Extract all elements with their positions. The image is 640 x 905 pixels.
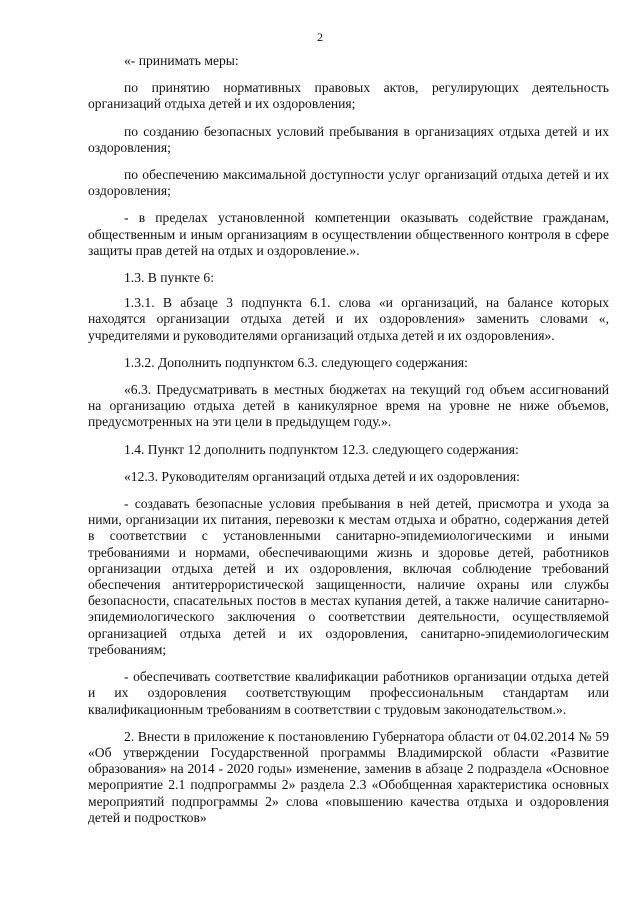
paragraph-safe-conditions: по созданию безопасных условий пребывания в организациях отдыха детей и их оздоровления; (88, 123, 609, 155)
paragraph-clause-2: 2. Внести в приложение к постановлению Губернатора области от 04.02.2014 № 59 «Об утверждении Государственной программы Владимирской области «Развитие образования» на 2014 - 2020 годы» изменение, заменив в абзаце 2 подраздела «Основное мероприятие 2.1 подпрограммы 2» раздела 2.3 «Обобщенная характеристика основных мероприятий подпрограммы 2» слова «повышению качества отдыха и оздоровления детей и подростков» (88, 728, 609, 825)
paragraph-max-availability: по обеспечению максимальной доступности услуг организаций отдыха детей и их оздоровления; (88, 167, 609, 199)
document-body (88, 53, 609, 837)
paragraph-assist-citizens: - в пределах установленной компетенции оказывать содействие гражданам, общественным и иным организациям в осуществлении общественного контроля в сфере защиты прав детей на отдых и оздоровление.». (88, 210, 609, 258)
paragraph-clause-1-4: 1.4. Пункт 12 дополнить подпунктом 12.3. следующего содержания: (124, 441, 519, 457)
page-number: 2 (317, 30, 323, 44)
paragraph-clause-1-3-1: 1.3.1. В абзаце 3 подпункта 6.1. слова «и организаций, на балансе которых находятся организации отдыха детей и их оздоровления» заменить словами «, учредителями и руководителями организаций отдыха детей и их оздоровления». (88, 295, 609, 343)
paragraph-clause-12-3: «12.3. Руководителям организаций отдыха детей и их оздоровления: (124, 468, 520, 484)
paragraph-clause-6-3: «6.3. Предусматривать в местных бюджетах на текущий год объем ассигнований на организацию отдыха детей в каникулярное время на уровне не ниже объемов, предусмотренных на эти цели в предыдущем году.». (88, 382, 609, 430)
paragraph-qualification: - обеспечивать соответствие квалификации работников организации отдыха детей и их оздоровления соответствующим профессиональным стандартам или квалификационным требованиям в соответствии с трудовым законодательством.». (88, 669, 609, 717)
paragraph-normative-acts: по принятию нормативных правовых актов, регулирующих деятельность организаций отдыха детей и их оздоровления; (88, 80, 609, 112)
paragraph-safe-stay: - создавать безопасные условия пребывания в ней детей, присмотра и ухода за ними, организации их питания, перевозки к местам отдыха и обратно, содержания детей в соответствии с установленными санитарно-эпидемиологическими и иными требованиями и нормами, обеспечивающими жизнь и здоровье детей, работников организации отдыха детей и их оздоровления, включая соблюдение требований обеспечения антитеррористической защищенности, наличие охраны или службы безопасности, спасательных постов в местах купания детей, а также наличие санитарно-эпидемиологического заключения о соответствии деятельности, осуществляемой организацией отдыха детей и их оздоровления, санитарно-эпидемиологическим требованиям; (88, 496, 609, 657)
paragraph-clause-1-3: 1.3. В пункте 6: (124, 270, 214, 286)
paragraph-clause-1-3-2: 1.3.2. Дополнить подпунктом 6.3. следующего содержания: (124, 354, 468, 370)
paragraph-take-measures: «- принимать меры: (124, 53, 239, 68)
